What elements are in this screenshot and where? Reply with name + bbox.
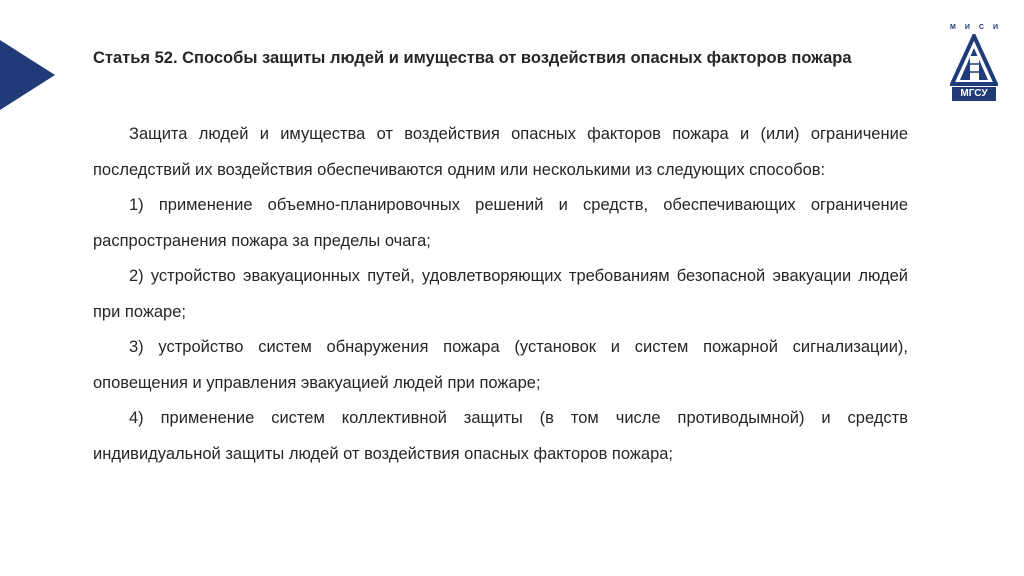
slide-nav-arrow[interactable] bbox=[0, 40, 55, 110]
article-paragraph: 1) применение объемно-планировочных решений и средств, обеспечивающих ограничение распространения пожара за пределы очага; bbox=[93, 196, 908, 250]
logo-letters bbox=[950, 24, 998, 31]
mgsu-logo bbox=[950, 24, 998, 102]
logo-building-icon bbox=[950, 34, 998, 88]
logo-letter: М bbox=[950, 24, 956, 31]
article-paragraph: 3) устройство систем обнаружения пожара (установок и систем пожарной сигнализации), оповещения и управления эвакуацией людей при пожаре; bbox=[93, 338, 908, 392]
logo-caption: МГСУ bbox=[952, 87, 996, 101]
logo-letter: И bbox=[992, 24, 998, 31]
logo-letter: С bbox=[978, 24, 984, 31]
article-paragraph: 4) применение систем коллективной защиты (в том числе противодымной) и средств индивидуальной защиты людей от воздействия опасных факторов пожара; bbox=[93, 409, 908, 463]
article-paragraph: Защита людей и имущества от воздействия опасных факторов пожара и (или) ограничение последствий их воздействия обеспечиваются одним или несколькими из следующих способов: bbox=[93, 125, 908, 179]
article-content bbox=[93, 41, 908, 472]
article-paragraph: 2) устройство эвакуационных путей, удовлетворяющих требованиям безопасной эвакуации людей при пожаре; bbox=[93, 267, 908, 321]
logo-letter: И bbox=[964, 24, 970, 31]
article-title: Статья 52. Способы защиты людей и имущества от воздействия опасных факторов пожара bbox=[93, 49, 852, 67]
